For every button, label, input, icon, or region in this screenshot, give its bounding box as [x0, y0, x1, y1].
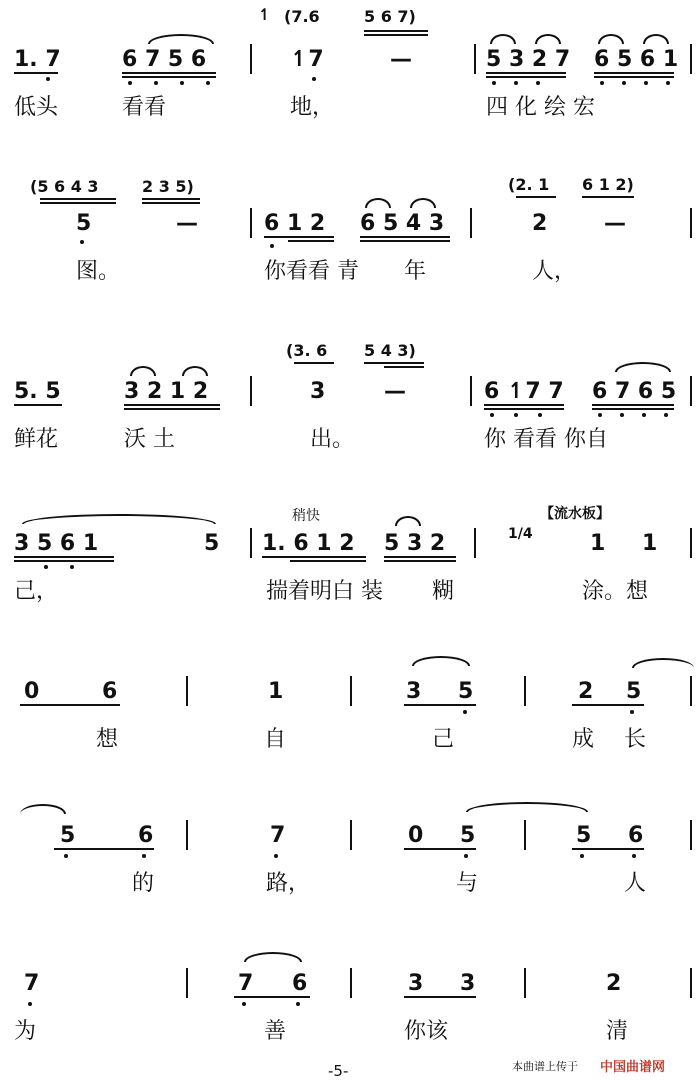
measure-notes: 6 — [138, 823, 154, 848]
measure-notes: 7 — [238, 971, 254, 996]
lyric: 看看 — [122, 95, 167, 120]
grace-notes: 6 1 2) — [582, 175, 634, 194]
time-signature: 1/4 — [508, 526, 533, 542]
measure-notes: 2 — [578, 679, 594, 704]
lyric: 与 — [456, 871, 479, 896]
measure-notes: 3 — [310, 379, 326, 404]
lyric: 善 — [264, 1019, 287, 1044]
lyric: 路， — [266, 871, 311, 896]
lyric: 长 — [624, 727, 647, 752]
measure-notes: 0 — [408, 823, 424, 848]
lyric: 想 — [96, 727, 119, 752]
lyric: 沃 土 — [124, 427, 175, 452]
lyric: 你 看看 你自 — [484, 427, 608, 452]
measure-notes: 5. 5 — [14, 379, 61, 404]
measure-notes: 0 — [24, 679, 40, 704]
measure-notes: 7 — [270, 823, 286, 848]
measure-notes: 5 — [576, 823, 592, 848]
measure-notes: 5 — [458, 679, 474, 704]
measure-notes: 5 3 2 — [384, 531, 446, 556]
measure-notes: 5 — [76, 211, 92, 236]
lyric: 图。 — [76, 259, 121, 284]
lyric: 成 — [572, 727, 595, 752]
lyric: 糊 — [432, 579, 455, 604]
grace-notes: 5 4 3) — [364, 341, 416, 360]
section-mark: 【流水板】 — [540, 506, 610, 522]
measure-notes: 2 — [532, 211, 548, 236]
measure-notes: 3 5 6 1 — [14, 531, 99, 556]
lyric: 的 — [132, 871, 155, 896]
lyric: 四 化 绘 宏 — [486, 95, 595, 120]
measure-notes: 6 5 6 1 — [594, 47, 679, 72]
grace-notes: (5 6 4 3 — [30, 177, 99, 196]
measure-notes: 5 — [204, 531, 220, 556]
lyric: 鲜花 — [14, 427, 59, 452]
measure-notes: 1 — [590, 531, 606, 556]
dash: — — [604, 211, 626, 236]
grace-prefix: ↿ — [258, 5, 272, 24]
tempo-mark: 稍快 — [292, 508, 320, 524]
upload-note: 本曲谱上传于 — [512, 1060, 578, 1073]
lyric: 出。 — [310, 427, 355, 452]
grace-notes: (2. 1 — [508, 175, 550, 194]
lyric: 清 — [606, 1019, 629, 1044]
measure-notes: 1. 7 — [14, 47, 61, 72]
measure-notes: 7 — [24, 971, 40, 996]
lyric: 人， — [532, 259, 577, 284]
lyric: 揣着明白 装 — [266, 579, 383, 604]
measure-notes: 6 7 5 6 — [122, 47, 207, 72]
measure-notes: 6 — [102, 679, 118, 704]
lyric: 你该 — [404, 1019, 449, 1044]
lyric: 低头 — [14, 95, 59, 120]
measure-notes: 1 — [268, 679, 284, 704]
dash: — — [390, 47, 412, 72]
lyric: 涂。想 — [582, 579, 649, 604]
dash: — — [384, 379, 406, 404]
measure-notes: 6 1 2 — [264, 211, 326, 236]
grace-notes: 5 6 7) — [364, 7, 416, 26]
measure-notes: 6 — [292, 971, 308, 996]
measure-notes: 6 ↿7 7 — [484, 379, 564, 404]
lyric: 地， — [290, 95, 335, 120]
site-logo[interactable]: 中国曲谱网 — [600, 1060, 666, 1075]
page-number: -5- — [328, 1062, 349, 1080]
lyric: 年 — [404, 259, 427, 284]
measure-notes: ↿7 — [290, 47, 324, 72]
measure-notes: 3 — [460, 971, 476, 996]
lyric: 人 — [624, 871, 647, 896]
dash: — — [176, 211, 198, 236]
lyric: 为 — [14, 1019, 37, 1044]
lyric: 己， — [14, 579, 59, 604]
measure-notes: 5 — [60, 823, 76, 848]
grace-notes: 2 3 5) — [142, 177, 194, 196]
lyric: 你看看 青 — [264, 259, 359, 284]
measure-notes: 6 — [628, 823, 644, 848]
measure-notes: 2 — [606, 971, 622, 996]
lyric: 自 — [264, 727, 287, 752]
measure-notes: 5 — [626, 679, 642, 704]
measure-notes: 3 — [406, 679, 422, 704]
measure-notes: 3 2 1 2 — [124, 379, 209, 404]
measure-notes: 1. 6 1 2 — [262, 531, 355, 556]
measure-notes: 1 — [642, 531, 658, 556]
measure-notes: 6 5 4 3 — [360, 211, 445, 236]
measure-notes: 3 — [408, 971, 424, 996]
measure-notes: 5 3 2 7 — [486, 47, 571, 72]
grace-notes: (3. 6 — [286, 341, 328, 360]
measure-notes: 5 — [460, 823, 476, 848]
measure-notes: 6 7 6 5 — [592, 379, 677, 404]
grace-notes: (7.6 — [284, 7, 320, 26]
lyric: 己 — [432, 727, 455, 752]
